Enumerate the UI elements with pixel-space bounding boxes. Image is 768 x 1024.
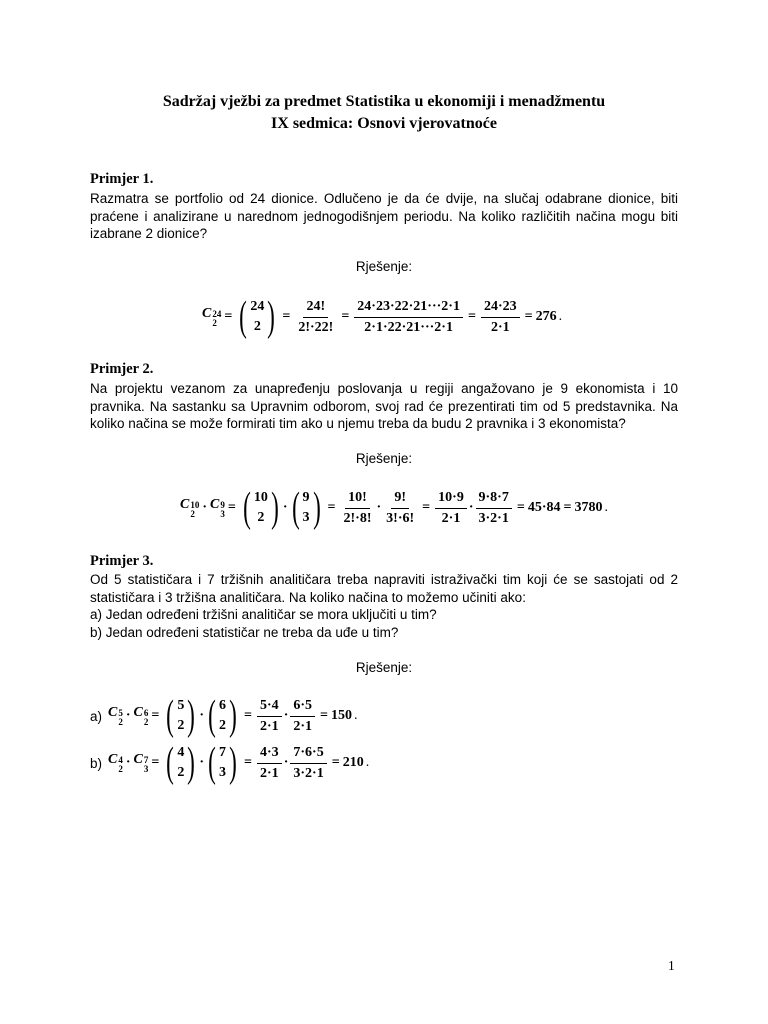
fraction: $\frac{10!}{2!\cdot 8!}$	[343, 489, 372, 526]
document-title-line2: IX sedmica: Osnovi vjerovatnoće	[271, 115, 497, 132]
fraction: $\frac{5\cdot 4}{2\cdot 1}$	[257, 698, 282, 735]
fraction: $\frac{7\cdot 6\cdot 5}{3\cdot 2\cdot 1}$	[290, 745, 326, 782]
combination-symbol: C 5 2	[108, 705, 123, 727]
fraction: $\frac{24\cdot 23}{2\cdot 1}$	[481, 299, 520, 336]
combination-symbol: C 24 2	[202, 306, 222, 328]
result: 3780	[574, 500, 603, 515]
binomial-coefficient: ( 5 2 )	[166, 693, 196, 739]
binomial-coefficient: ( 24 2 )	[239, 294, 276, 340]
fraction: $\frac{9!}{3!\cdot 6!}$	[386, 489, 415, 526]
fraction: $\frac{24!}{2!\cdot 22!}$	[298, 298, 334, 335]
example-1-solution-label: Rješenje:	[355, 259, 413, 274]
combination-symbol: C 9 3	[210, 497, 225, 519]
example-2-formula: C 10 2 · C 9 3 = ( 10 2 ) · ( 9 3 ) = $\frac{10!}{2!\cdot 8!}$ · $\frac{9!}{3!\cdot 6!}$ = $\frac{10\cdot 9}{2\cdot 1}$ · $\frac{9\cdot 8\cdot 7}{3\cdot 2\cdot 1}$ = 45·84 = 3780 .	[180, 485, 608, 531]
fraction: $\frac{9\cdot 8\cdot 7}{3\cdot 2\cdot 1}$	[476, 490, 512, 527]
binomial-coefficient: ( 7 3 )	[208, 740, 237, 786]
fraction: $\frac{24\cdot 23\cdot 22\cdot 21\cdot\cdot\cdot 2\cdot 1}{2\cdot 1\cdot 22\cdot 21\cdot\cdot\cdot 2\cdot 1}$	[354, 299, 463, 336]
combination-symbol: C 10 2	[180, 497, 200, 519]
example-1-text: Razmatra se portfolio od 24 dionice. Odlučeno je da će dvije, na slučaj odabrane dionice, biti praćene i analizirane u narednom jednogodišnjem periodu. Na koliko različitih načina mogu biti izabrane 2 dionice?	[90, 191, 678, 241]
binomial-coefficient: ( 4 2 )	[166, 740, 196, 786]
binomial-coefficient: ( 9 3 )	[291, 485, 321, 531]
example-3a-formula: a) C 5 2 · C 6 2 = ( 5 2 ) · ( 6 2 ) = $\frac{5\cdot 4}{2\cdot 1}$ · $\frac{6\cdot 5}{2\cdot 1}$ = 150 .	[90, 693, 358, 739]
fraction: $\frac{10\cdot 9}{2\cdot 1}$	[435, 490, 467, 527]
example-3-item-a: a) Jedan određeni tržišni analitičar se mora uključiti u tim?	[90, 607, 437, 622]
binomial-coefficient: ( 10 2 )	[242, 485, 279, 531]
example-2-solution-label: Rješenje:	[355, 451, 413, 466]
page-number: 1	[668, 958, 675, 973]
combination-symbol: C 6 2	[133, 705, 149, 727]
example-3-text: Od 5 statističara i 7 tržišnih analitičara treba napraviti istraživački tim koji će se sastojati od 2 statističara i 3 tržišna analitičara. Na koliko načina to možemo učiniti ako:	[90, 572, 678, 605]
result: 150	[331, 708, 353, 723]
result: 276	[535, 309, 557, 324]
fraction: $\frac{6\cdot 5}{2\cdot 1}$	[290, 698, 315, 735]
example-3b-formula: b) C 4 2 · C 7 3 = ( 4 2 ) · ( 7 3 ) = $\frac{4\cdot 3}{2\cdot 1}$ · $\frac{7\cdot 6\cdot 5}{3\cdot 2\cdot 1}$ = 210 .	[90, 740, 370, 786]
example-2-heading: Primjer 2.	[90, 361, 154, 377]
document-title-line1: Sadržaj vježbi za predmet Statistika u ekonomiji i menadžmentu	[162, 93, 606, 110]
result: 210	[342, 755, 364, 770]
example-2-text: Na projektu vezanom za unapređenju poslovanja u regiji angažovano je 9 ekonomista i 10 pravnika. Na sastanku sa Upravnim odborom, svoj rad će prezentirati tim od 5 predstavnika. Na koliko načina se može formirati tim ako u njemu treba da budu 2 pravnika i 3 ekonomista?	[90, 381, 678, 431]
binomial-coefficient: ( 6 2 )	[208, 693, 237, 739]
example-3-solution-label: Rješenje:	[355, 660, 413, 675]
example-3-heading: Primjer 3.	[90, 553, 154, 569]
example-1-formula: C 24 2 = ( 24 2 ) = $\frac{24!}{2!\cdot 22!}$ = $\frac{24\cdot 23\cdot 22\cdot 21\cdot\cdot\cdot 2\cdot 1}{2\cdot 1\cdot 22\cdot 21\cdot\cdot\cdot 2\cdot 1}$ = $\frac{24\cdot 23}{2\cdot 1}$ = 276 .	[202, 294, 563, 340]
example-1-heading: Primjer 1.	[90, 171, 154, 187]
example-3-item-b: b) Jedan određeni statističar ne treba da uđe u tim?	[90, 625, 399, 640]
combination-symbol: C 4 2	[108, 752, 123, 774]
fraction: $\frac{4\cdot 3}{2\cdot 1}$	[257, 745, 282, 782]
combination-symbol: C 7 3	[133, 752, 149, 774]
